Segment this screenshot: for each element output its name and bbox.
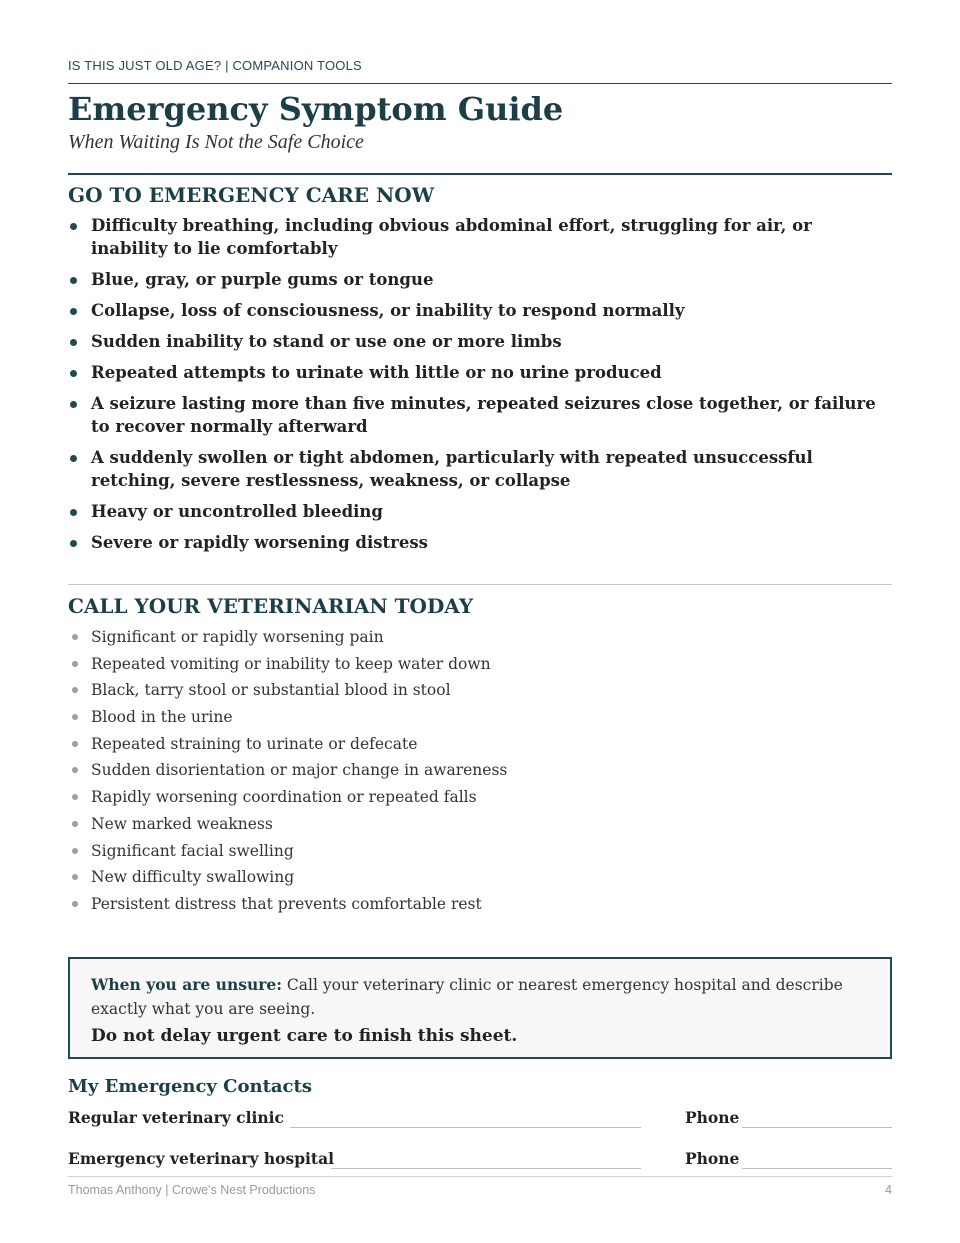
today-item-text: Significant or rapidly worsening pain: [91, 628, 384, 646]
callout-warning: Do not delay urgent care to finish this sheet.: [91, 1026, 518, 1046]
today-item: [68, 654, 892, 674]
contacts-heading: My Emergency Contacts: [68, 1076, 312, 1097]
today-item: [68, 841, 892, 861]
emergency-item-text: Sudden inability to stand or use one or more limbs: [91, 332, 562, 351]
clinic-contact-row: [68, 1108, 892, 1132]
today-item-text: Sudden disorientation or major change in awareness: [91, 761, 508, 780]
today-item-text: Blood in the urine: [91, 708, 233, 727]
emergency-item-text: Difficulty breathing, including obvious abdominal effort, struggling for air, or inability to lie comfortably: [91, 216, 812, 258]
bullet-icon: [70, 277, 77, 284]
emergency-item: [68, 214, 892, 260]
clinic-phone-field[interactable]: [742, 1127, 892, 1128]
bullet-icon: [72, 661, 78, 667]
today-item: [68, 814, 892, 834]
bullet-icon: [72, 714, 78, 720]
emergency-item: [68, 531, 892, 554]
today-heading: CALL YOUR VETERINARIAN TODAY: [68, 594, 474, 618]
bullet-icon: [70, 308, 77, 315]
emergency-item: [68, 446, 892, 492]
today-item: [68, 707, 892, 727]
bullet-icon: [72, 741, 78, 747]
today-list: [68, 627, 892, 921]
bullet-icon: [72, 821, 78, 827]
bullet-icon: [72, 848, 78, 854]
emergency-item-text: Heavy or uncontrolled bleeding: [91, 502, 383, 521]
today-item: [68, 894, 892, 914]
today-item-text: New marked weakness: [91, 814, 273, 833]
hospital-contact-row: [68, 1149, 892, 1173]
clinic-label: Regular veterinary clinic: [68, 1108, 284, 1127]
today-item-text: Rapidly worsening coordination or repeated falls: [91, 788, 477, 807]
emergency-item: [68, 361, 892, 384]
callout-lead: When you are unsure:: [91, 975, 282, 994]
bullet-icon: [72, 634, 78, 640]
bullet-icon: [72, 874, 78, 880]
section-divider: [68, 584, 892, 585]
footer-credit: Thomas Anthony | Crowe's Nest Productions: [68, 1183, 316, 1197]
footer-rule: [68, 1176, 892, 1177]
clinic-phone-label: Phone: [685, 1108, 740, 1127]
today-item: [68, 867, 892, 887]
bullet-icon: [70, 540, 77, 547]
emergency-list: [68, 214, 892, 562]
title-rule: [68, 173, 892, 175]
page-number: 4: [885, 1183, 892, 1197]
unsure-callout: [68, 957, 892, 1059]
callout-text: [91, 973, 870, 1021]
today-item: [68, 627, 892, 647]
today-item-text: Repeated straining to urinate or defecate: [91, 734, 418, 753]
emergency-item: [68, 392, 892, 438]
today-item: [68, 734, 892, 754]
emergency-heading: GO TO EMERGENCY CARE NOW: [68, 183, 435, 207]
hospital-phone-label: Phone: [685, 1149, 740, 1168]
emergency-item-text: Severe or rapidly worsening distress: [91, 533, 428, 552]
bullet-icon: [70, 339, 77, 346]
today-item-text: Black, tarry stool or substantial blood in stool: [91, 681, 451, 700]
bullet-icon: [72, 767, 78, 773]
today-item-text: Persistent distress that prevents comfortable rest: [91, 894, 482, 913]
bullet-icon: [72, 901, 78, 907]
running-header: IS THIS JUST OLD AGE? | COMPANION TOOLS: [68, 58, 362, 73]
hospital-label: Emergency veterinary hospital: [68, 1149, 335, 1168]
today-item: [68, 787, 892, 807]
bullet-icon: [70, 401, 77, 408]
page-subtitle: When Waiting Is Not the Safe Choice: [68, 131, 364, 153]
clinic-name-field[interactable]: [290, 1127, 641, 1128]
callout-body: Call your veterinary clinic or nearest emergency hospital and describe exactly what you are seeing.: [91, 976, 843, 1018]
today-item-text: Significant facial swelling: [91, 841, 294, 860]
today-item: [68, 680, 892, 700]
header-rule: [68, 83, 892, 84]
today-item-text: Repeated vomiting or inability to keep water down: [91, 654, 491, 673]
emergency-item-text: Blue, gray, or purple gums or tongue: [91, 270, 434, 289]
emergency-item: [68, 500, 892, 523]
bullet-icon: [72, 794, 78, 800]
emergency-item-text: Repeated attempts to urinate with little or no urine produced: [91, 363, 662, 382]
today-item: [68, 760, 892, 780]
emergency-item-text: Collapse, loss of consciousness, or inability to respond normally: [91, 301, 685, 320]
bullet-icon: [70, 223, 77, 230]
emergency-item-text: A seizure lasting more than five minutes, repeated seizures close together, or failure to recover normally afterward: [91, 394, 876, 436]
today-item-text: New difficulty swallowing: [91, 868, 295, 887]
hospital-phone-field[interactable]: [742, 1168, 892, 1169]
bullet-icon: [70, 509, 77, 516]
bullet-icon: [72, 687, 78, 693]
bullet-icon: [70, 455, 77, 462]
emergency-item-text: A suddenly swollen or tight abdomen, particularly with repeated unsuccessful retching, severe restlessness, weakness, or collapse: [91, 448, 813, 490]
emergency-item: [68, 330, 892, 353]
page-title: Emergency Symptom Guide: [68, 90, 564, 128]
hospital-name-field[interactable]: [331, 1168, 641, 1169]
bullet-icon: [70, 370, 77, 377]
emergency-item: [68, 299, 892, 322]
emergency-item: [68, 268, 892, 291]
